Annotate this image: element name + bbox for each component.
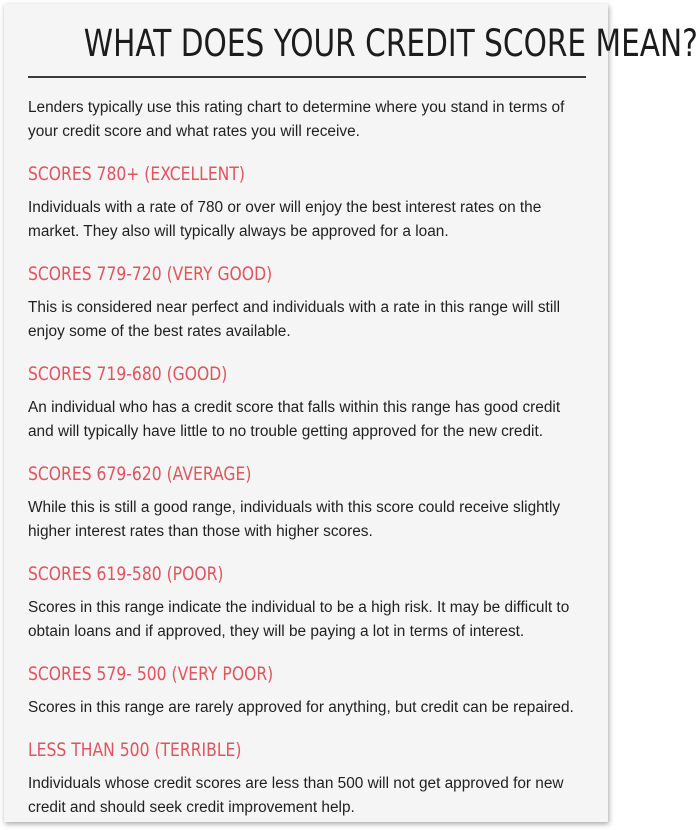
section-poor [28,562,586,644]
section-good [28,362,586,444]
section-average [28,462,586,544]
section-very-poor [28,662,586,720]
section-heading: SCORES 719-680 (GOOD) [28,363,228,385]
title-divider [28,76,586,78]
page-title: WHAT DOES YOUR CREDIT SCORE MEAN? [83,22,698,65]
section-heading: SCORES 779-720 (VERY GOOD) [28,263,273,285]
intro-text: Lenders typically use this rating chart to determine where you stand in terms of your credit score and what rates you will receive. [28,99,565,140]
section-heading: LESS THAN 500 (TERRIBLE) [28,739,242,761]
section-heading: SCORES 679-620 (AVERAGE) [28,463,252,485]
section-text: Scores in this range indicate the individual to be a high risk. It may be difficult to obtain loans and if approved, they will be paying a lot in terms of interest. [28,599,570,640]
section-heading: SCORES 780+ (EXCELLENT) [28,163,245,185]
section-text: This is considered near perfect and individuals with a rate in this range will still enjoy some of the best rates available. [28,299,561,340]
section-text: An individual who has a credit score that falls within this range has good credit and will typically have little to no trouble getting approved for the new credit. [28,399,561,440]
section-heading: SCORES 579- 500 (VERY POOR) [28,663,274,685]
section-text: Scores in this range are rarely approved for anything, but credit can be repaired. [28,699,574,716]
section-text: Individuals whose credit scores are less than 500 will not get approved for new credit and should seek credit improvement help. [28,775,564,816]
section-heading: SCORES 619-580 (POOR) [28,563,224,585]
credit-score-card [4,4,698,822]
section-text: While this is still a good range, individuals with this score could receive slightly higher interest rates than those with higher scores. [28,499,561,540]
section-text: Individuals with a rate of 780 or over will enjoy the best interest rates on the market. They also will typically always be approved for a loan. [28,199,542,240]
section-excellent [28,162,586,244]
section-terrible [28,738,586,820]
section-very-good [28,262,586,344]
